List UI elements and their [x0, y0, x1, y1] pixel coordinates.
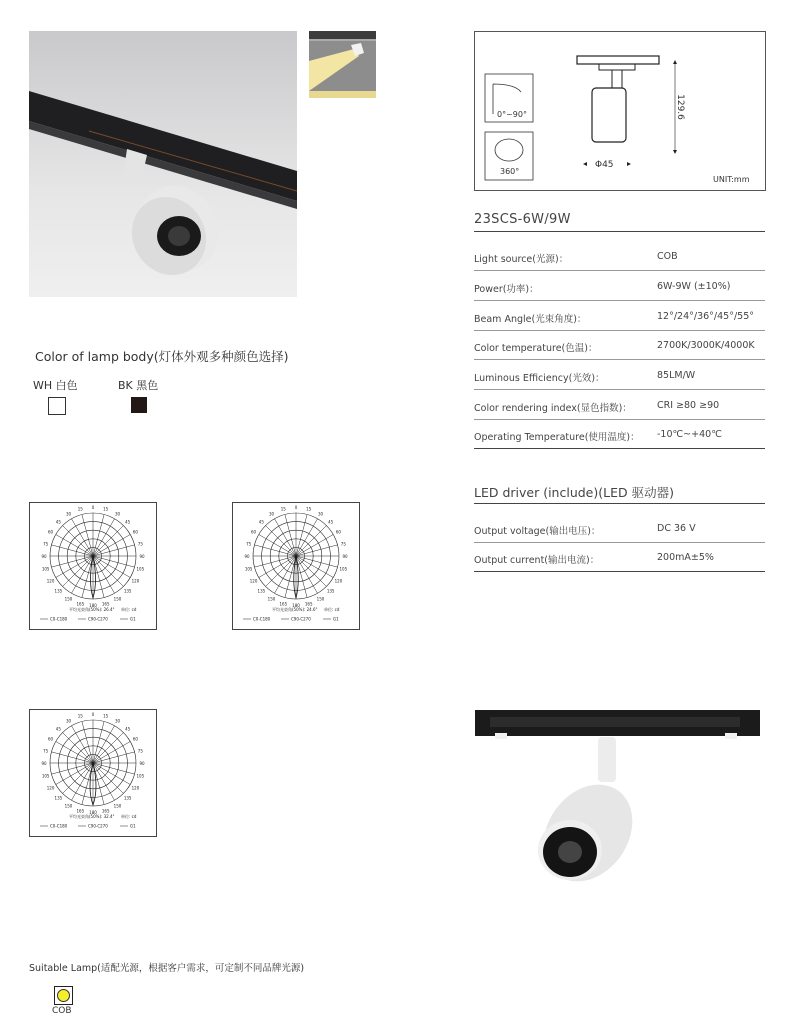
spec-row	[474, 419, 765, 449]
height-label: 129.6	[674, 94, 685, 120]
polar-angle-label: 75	[340, 541, 346, 547]
polar-legend-label: C0-C180	[50, 823, 68, 829]
polar-unit: 单位: cd	[121, 814, 137, 819]
polar-angle-label: 90	[342, 554, 348, 559]
polar-angle-label: 135	[257, 588, 266, 594]
polar-angle-label: 30	[268, 511, 275, 517]
polar-angle-label: 150	[267, 596, 276, 602]
polar-angle-label: 135	[54, 588, 63, 594]
color-section-title: Color of lamp body(灯体外观多种颜色选择)	[35, 349, 289, 364]
spec-value: -10℃~+40℃	[657, 429, 722, 440]
polar-angle-label: 165	[101, 808, 110, 814]
polar-legend-label: G1	[333, 616, 339, 622]
polar-angle-label: 60	[132, 736, 138, 742]
polar-angle-label: 120	[131, 785, 140, 791]
polar-angle-label: 0	[294, 505, 298, 510]
spec-key: Color rendering index(显色指数)：	[474, 403, 632, 414]
polar-angle-label: 105	[136, 773, 145, 779]
polar-legend-label: C90-C270	[88, 823, 108, 829]
polar-angle-label: 105	[244, 566, 253, 572]
product-photo-main	[29, 31, 297, 297]
polar-angle-label: 165	[76, 808, 85, 814]
driver-row	[474, 513, 765, 543]
polar-angle-label: 15	[77, 506, 83, 512]
polar-angle-label: 15	[77, 713, 83, 719]
spec-value: 12°/24°/36°/45°/55°	[657, 311, 754, 322]
polar-angle-label: 30	[114, 718, 121, 724]
polar-angle-label: 165	[279, 601, 288, 607]
polar-angle-label: 105	[339, 566, 348, 572]
polar-angle-label: 135	[123, 588, 132, 594]
cob-dot	[57, 989, 70, 1002]
polar-angle-label: 135	[54, 795, 63, 801]
color-option-label-white: WH 白色	[33, 379, 78, 392]
polar-angle-label: 75	[246, 541, 252, 547]
polar-chart-3	[29, 709, 157, 837]
polar-caption: 平均光束角(50%): 32.4°	[69, 814, 115, 819]
spec-row	[474, 360, 765, 390]
spec-key: Color temperature(色温)：	[474, 343, 598, 354]
polar-angle-label: 0	[91, 712, 95, 717]
spec-value: COB	[657, 251, 678, 262]
polar-angle-label: 45	[125, 726, 131, 732]
polar-unit: 单位: cd	[121, 607, 137, 612]
color-swatch-black[interactable]	[131, 397, 147, 413]
cob-lamp-icon	[54, 986, 73, 1005]
polar-chart-2	[232, 502, 360, 630]
spec-key: Luminous Efficiency(光效)：	[474, 373, 605, 384]
polar-angle-label: 165	[304, 601, 313, 607]
product-photo-bottom	[470, 705, 765, 890]
polar-legend-label: C0-C180	[50, 616, 68, 622]
cob-label: COB	[52, 1006, 72, 1016]
polar-angle-label: 165	[101, 601, 110, 607]
polar-angle-label: 75	[43, 541, 49, 547]
polar-angle-label: 105	[41, 773, 50, 779]
dimension-drawing	[474, 31, 766, 191]
polar-angle-label: 15	[280, 506, 286, 512]
product-photo-thumb	[309, 31, 376, 98]
polar-angle-label: 90	[244, 554, 250, 559]
polar-angle-label: 120	[249, 578, 258, 584]
polar-angle-label: 75	[137, 541, 143, 547]
color-option-label-black: BK 黑色	[118, 379, 159, 392]
rotation-label: 360°	[500, 167, 520, 176]
polar-angle-label: 45	[125, 519, 131, 525]
polar-angle-label: 120	[334, 578, 343, 584]
suitable-lamp-caption: Suitable Lamp(适配光源，根据客户需求，可定制不同品牌光源)	[29, 963, 305, 974]
polar-angle-label: 45	[328, 519, 334, 525]
polar-angle-label: 60	[132, 529, 138, 535]
diameter-label: Φ45	[595, 160, 614, 170]
polar-legend-label: G1	[130, 616, 136, 622]
polar-angle-label: 30	[65, 718, 72, 724]
polar-angle-label: 90	[41, 761, 47, 766]
polar-angle-label: 150	[64, 803, 73, 809]
spec-row	[474, 390, 765, 420]
polar-angle-label: 120	[46, 578, 55, 584]
title-divider	[474, 231, 765, 232]
polar-chart-1	[29, 502, 157, 630]
driver-key: Output current(输出电流)：	[474, 555, 600, 566]
driver-value: 200mA±5%	[657, 552, 714, 563]
polar-angle-label: 180	[89, 603, 97, 608]
polar-angle-label: 90	[139, 761, 145, 766]
model-title: 23SCS-6W/9W	[474, 212, 571, 227]
polar-angle-label: 60	[48, 529, 54, 535]
spec-value: CRI ≥80 ≥90	[657, 400, 720, 411]
polar-angle-label: 75	[137, 748, 143, 754]
polar-legend-label: C90-C270	[291, 616, 311, 622]
polar-angle-label: 45	[55, 726, 61, 732]
polar-angle-label: 105	[41, 566, 50, 572]
polar-angle-label: 60	[48, 736, 54, 742]
polar-angle-label: 135	[326, 588, 335, 594]
unit-label: UNIT:mm	[713, 175, 750, 184]
polar-angle-label: 60	[251, 529, 257, 535]
spec-row	[474, 330, 765, 360]
polar-angle-label: 30	[65, 511, 72, 517]
polar-caption: 平均光束角(50%): 26.4°	[69, 607, 115, 612]
polar-angle-label: 150	[316, 596, 325, 602]
polar-angle-label: 15	[103, 506, 109, 512]
spec-row	[474, 241, 765, 271]
polar-angle-label: 150	[113, 803, 122, 809]
polar-angle-label: 165	[76, 601, 85, 607]
polar-angle-label: 75	[43, 748, 49, 754]
polar-angle-label: 45	[258, 519, 264, 525]
polar-angle-label: 120	[46, 785, 55, 791]
polar-angle-label: 135	[123, 795, 132, 801]
polar-angle-label: 90	[139, 554, 145, 559]
driver-divider	[474, 503, 765, 504]
polar-legend-label: C0-C180	[253, 616, 271, 622]
polar-angle-label: 45	[55, 519, 61, 525]
spec-row	[474, 301, 765, 331]
spec-key: Light source(光源)：	[474, 254, 569, 265]
polar-angle-label: 180	[292, 603, 300, 608]
driver-row	[474, 542, 765, 572]
polar-angle-label: 60	[335, 529, 341, 535]
spec-value: 2700K/3000K/4000K	[657, 340, 755, 351]
polar-angle-label: 15	[103, 713, 109, 719]
spec-key: Beam Angle(光束角度)：	[474, 314, 587, 325]
polar-legend-label: G1	[130, 823, 136, 829]
polar-unit: 单位: cd	[324, 607, 340, 612]
spec-value: 6W-9W (±10%)	[657, 281, 731, 292]
tilt-label: 0°~90°	[497, 110, 527, 119]
polar-angle-label: 150	[113, 596, 122, 602]
polar-angle-label: 120	[131, 578, 140, 584]
polar-angle-label: 15	[306, 506, 312, 512]
driver-key: Output voltage(输出电压)：	[474, 526, 601, 537]
polar-caption: 平均光束角(50%): 24.6°	[272, 607, 318, 612]
polar-angle-label: 30	[114, 511, 121, 517]
driver-title: LED driver (include)(LED 驱动器)	[474, 485, 674, 500]
polar-angle-label: 150	[64, 596, 73, 602]
polar-angle-label: 90	[41, 554, 47, 559]
spec-row	[474, 271, 765, 301]
color-swatch-white[interactable]	[48, 397, 66, 415]
polar-legend-label: C90-C270	[88, 616, 108, 622]
spec-key: Operating Temperature(使用温度)：	[474, 432, 640, 443]
polar-angle-label: 180	[89, 810, 97, 815]
polar-angle-label: 30	[317, 511, 324, 517]
driver-value: DC 36 V	[657, 523, 696, 534]
spec-value: 85LM/W	[657, 370, 696, 381]
polar-angle-label: 105	[136, 566, 145, 572]
polar-angle-label: 0	[91, 505, 95, 510]
spec-key: Power(功率)：	[474, 284, 539, 295]
